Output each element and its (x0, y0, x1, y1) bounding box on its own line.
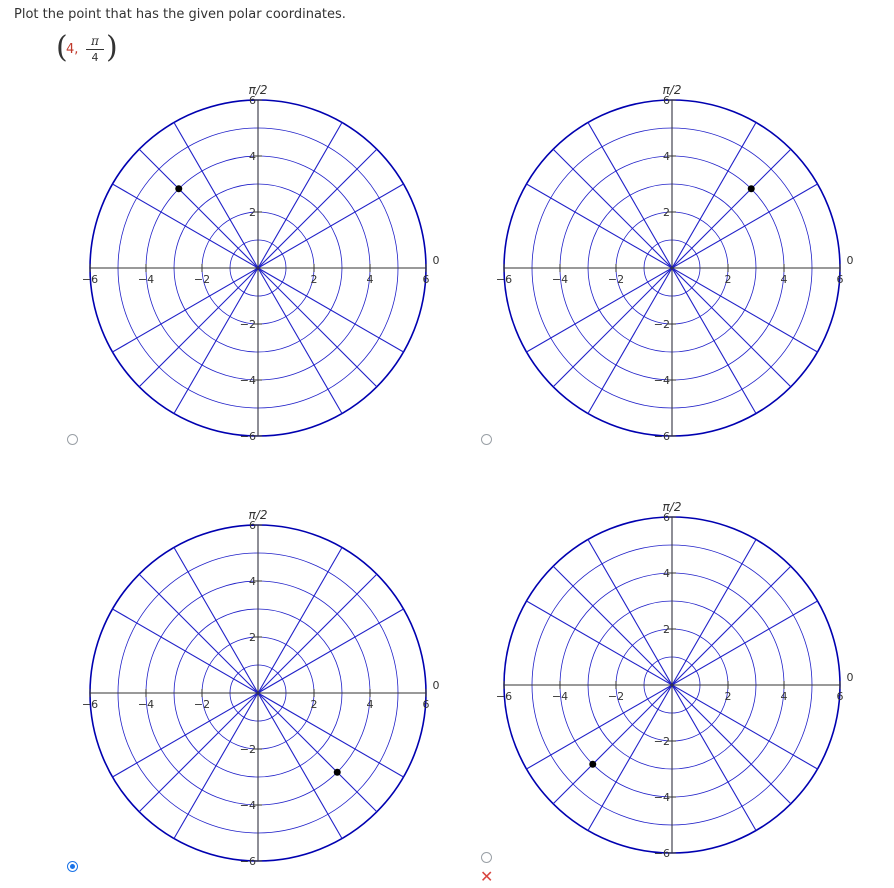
x-tick-label: 6 (422, 698, 430, 711)
given-theta (86, 34, 104, 64)
angle-label-pi-over-2: π/2 (248, 83, 268, 97)
theta-denominator: 4 (91, 51, 99, 64)
x-tick-label: −4 (551, 273, 569, 286)
polar-grid-svg (494, 80, 854, 450)
y-tick-label: −2 (653, 318, 670, 331)
y-tick-label: −4 (239, 374, 256, 387)
y-tick-label: −6 (653, 847, 670, 860)
angle-label-zero: 0 (846, 671, 854, 684)
angle-label-zero: 0 (432, 254, 440, 267)
x-tick-label: 2 (310, 698, 318, 711)
angle-label-pi-over-2: π/2 (662, 83, 682, 97)
y-tick-label: 4 (663, 567, 670, 580)
y-tick-label: −4 (239, 799, 256, 812)
option-1-radio[interactable] (67, 434, 78, 445)
x-tick-label: 2 (724, 273, 732, 286)
y-tick-label: −4 (653, 374, 670, 387)
x-tick-label: −2 (193, 273, 211, 286)
x-tick-label: −6 (81, 698, 99, 711)
x-tick-label: −2 (607, 273, 625, 286)
x-tick-label: 6 (422, 273, 430, 286)
y-tick-label: −6 (239, 430, 256, 443)
y-tick-label: −6 (653, 430, 670, 443)
y-tick-label: 4 (249, 150, 256, 163)
y-tick-label: 2 (249, 631, 256, 644)
x-tick-label: 4 (366, 273, 374, 286)
question-prompt: Plot the point that has the given polar coordinates. (14, 7, 346, 22)
y-tick-label: −2 (653, 735, 670, 748)
polar-plot-option-2 (494, 80, 854, 450)
polar-plot-option-3 (80, 505, 440, 875)
y-tick-label: 6 (663, 94, 670, 107)
option-2-radio[interactable] (481, 434, 492, 445)
given-coordinates: ( 4, π 4 ) (56, 30, 118, 65)
x-tick-label: −6 (81, 273, 99, 286)
y-tick-label: 4 (663, 150, 670, 163)
angle-label-zero: 0 (846, 254, 854, 267)
polar-grid-svg (80, 505, 440, 875)
x-mark-icon: ✕ (480, 867, 494, 886)
angle-label-pi-over-2: π/2 (248, 508, 268, 522)
x-tick-label: −2 (193, 698, 211, 711)
x-tick-label: 6 (836, 273, 844, 286)
plotted-point (334, 769, 341, 776)
x-tick-label: 4 (780, 690, 788, 703)
y-tick-label: −2 (239, 318, 256, 331)
polar-plot-option-1 (80, 80, 440, 450)
x-tick-label: −2 (607, 690, 625, 703)
y-tick-label: 6 (249, 94, 256, 107)
option-4-radio[interactable] (481, 852, 492, 863)
angle-label-pi-over-2: π/2 (662, 500, 682, 514)
x-tick-label: 4 (780, 273, 788, 286)
given-r: 4, (66, 42, 79, 57)
y-tick-label: 6 (663, 511, 670, 524)
x-tick-label: −6 (495, 273, 513, 286)
y-tick-label: −6 (239, 855, 256, 868)
plotted-point (175, 185, 182, 192)
y-tick-label: 2 (663, 623, 670, 636)
angle-label-zero: 0 (432, 679, 440, 692)
y-tick-label: 2 (663, 206, 670, 219)
x-tick-label: 2 (310, 273, 318, 286)
y-tick-label: 6 (249, 519, 256, 532)
polar-plot-option-4 (494, 497, 854, 867)
polar-grid-svg (494, 497, 854, 867)
y-tick-label: 4 (249, 575, 256, 588)
y-tick-label: 2 (249, 206, 256, 219)
plotted-point (589, 761, 596, 768)
theta-numerator: π (91, 34, 99, 48)
x-tick-label: 4 (366, 698, 374, 711)
plotted-point (748, 185, 755, 192)
x-tick-label: −4 (137, 698, 155, 711)
x-tick-label: −4 (137, 273, 155, 286)
y-tick-label: −2 (239, 743, 256, 756)
option-3-radio[interactable] (67, 861, 78, 872)
y-tick-label: −4 (653, 791, 670, 804)
x-tick-label: −4 (551, 690, 569, 703)
x-tick-label: −6 (495, 690, 513, 703)
x-tick-label: 2 (724, 690, 732, 703)
polar-grid-svg (80, 80, 440, 450)
x-tick-label: 6 (836, 690, 844, 703)
